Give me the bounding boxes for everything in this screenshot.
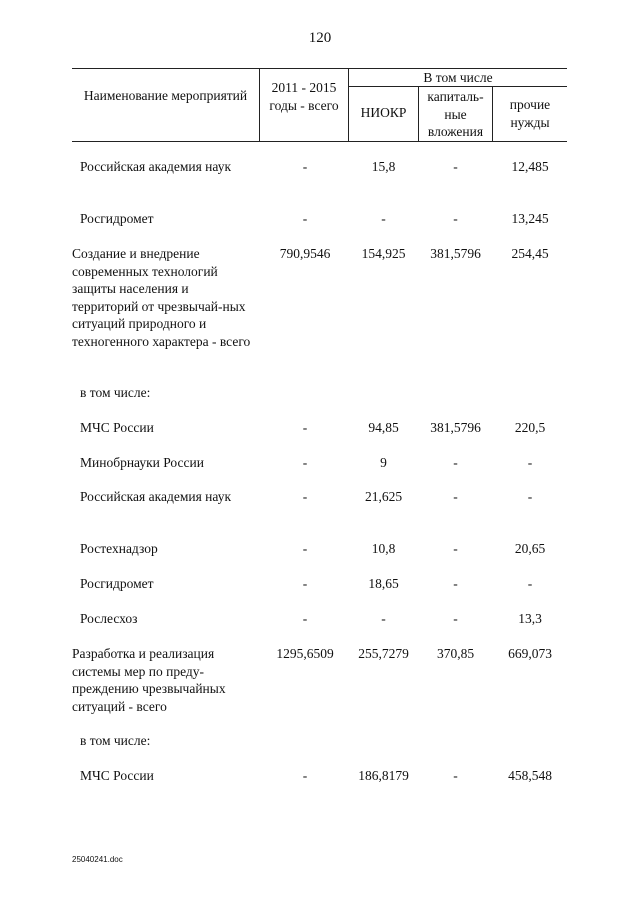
row-niokr: 21,625	[364, 489, 403, 504]
row-other: 13,245	[511, 211, 549, 226]
footer-filename: 25040241.doc	[72, 855, 123, 864]
row-capital: -	[453, 576, 458, 591]
header-niokr: НИОКР	[360, 105, 407, 120]
header-capital: капиталь-ные вложения	[427, 89, 484, 139]
row-other: 220,5	[514, 420, 546, 435]
page-number: 120	[308, 30, 332, 46]
row-other: 254,45	[511, 246, 549, 261]
row-other: 13,3	[518, 611, 542, 626]
row-name: Ростехнадзор	[80, 541, 158, 556]
row-name: Рослесхоз	[80, 611, 138, 626]
row-name: Росгидромет	[80, 211, 154, 226]
row-capital: -	[453, 211, 458, 226]
row-total: -	[302, 768, 308, 783]
row-niokr: 255,7279	[358, 646, 409, 661]
row-other: 669,073	[508, 646, 552, 661]
row-other: -	[527, 455, 533, 470]
row-niokr: 94,85	[368, 420, 399, 435]
row-capital: 370,85	[436, 646, 475, 661]
row-total: -	[302, 159, 308, 174]
row-other: -	[527, 489, 533, 504]
row-name: Создание и внедрение современных технологий защиты населения и территорий от чрезвычай-ных ситуаций природного и техногенного характера - всего	[72, 246, 251, 349]
row-niokr: 18,65	[368, 576, 399, 591]
row-capital: -	[453, 541, 458, 556]
row-capital: -	[453, 159, 458, 174]
row-niokr: 154,925	[361, 246, 406, 261]
row-niokr: -	[381, 611, 386, 626]
row-total: -	[302, 420, 308, 435]
row-other: -	[527, 576, 533, 591]
header-total: 2011 - 2015 годы - всего	[269, 80, 339, 113]
row-name: МЧС России	[80, 768, 154, 783]
row-name: Росгидромет	[80, 576, 154, 591]
row-niokr: 186,8179	[358, 768, 409, 783]
row-capital: -	[453, 611, 458, 626]
row-niokr: 15,8	[371, 159, 396, 174]
row-capital: -	[453, 455, 458, 470]
row-name: в том числе:	[80, 733, 151, 748]
row-name: Российская академия наук	[80, 159, 232, 174]
funding-table	[72, 68, 567, 783]
row-capital: -	[453, 489, 458, 504]
row-other: 12,485	[511, 159, 549, 174]
table-header	[72, 68, 567, 142]
row-capital: 381,5796	[430, 246, 481, 261]
row-capital: -	[453, 768, 458, 783]
row-name: Минобрнауки России	[80, 455, 204, 470]
row-name: Разработка и реализация системы мер по преду-преждению чрезвычайных ситуаций - всего	[72, 646, 226, 714]
row-capital: 381,5796	[430, 420, 481, 435]
row-total: -	[302, 611, 308, 626]
row-total: -	[302, 576, 308, 591]
row-total: -	[302, 541, 308, 556]
row-total: -	[302, 489, 308, 504]
header-other: прочие нужды	[509, 97, 551, 130]
row-total: -	[302, 211, 308, 226]
row-other: 20,65	[514, 541, 546, 556]
row-total: 1295,6509	[276, 646, 334, 661]
row-total: 790,9546	[279, 246, 331, 261]
row-name: МЧС России	[80, 420, 154, 435]
row-total: -	[302, 455, 308, 470]
row-name: Российская академия наук	[80, 489, 232, 504]
row-niokr: 9	[380, 455, 387, 470]
row-name: в том числе:	[80, 385, 151, 400]
row-other: 458,548	[508, 768, 552, 783]
header-name: Наименование мероприятий	[83, 88, 248, 103]
row-niokr: 10,8	[371, 541, 396, 556]
header-group: В том числе	[423, 70, 493, 85]
row-niokr: -	[381, 211, 386, 226]
